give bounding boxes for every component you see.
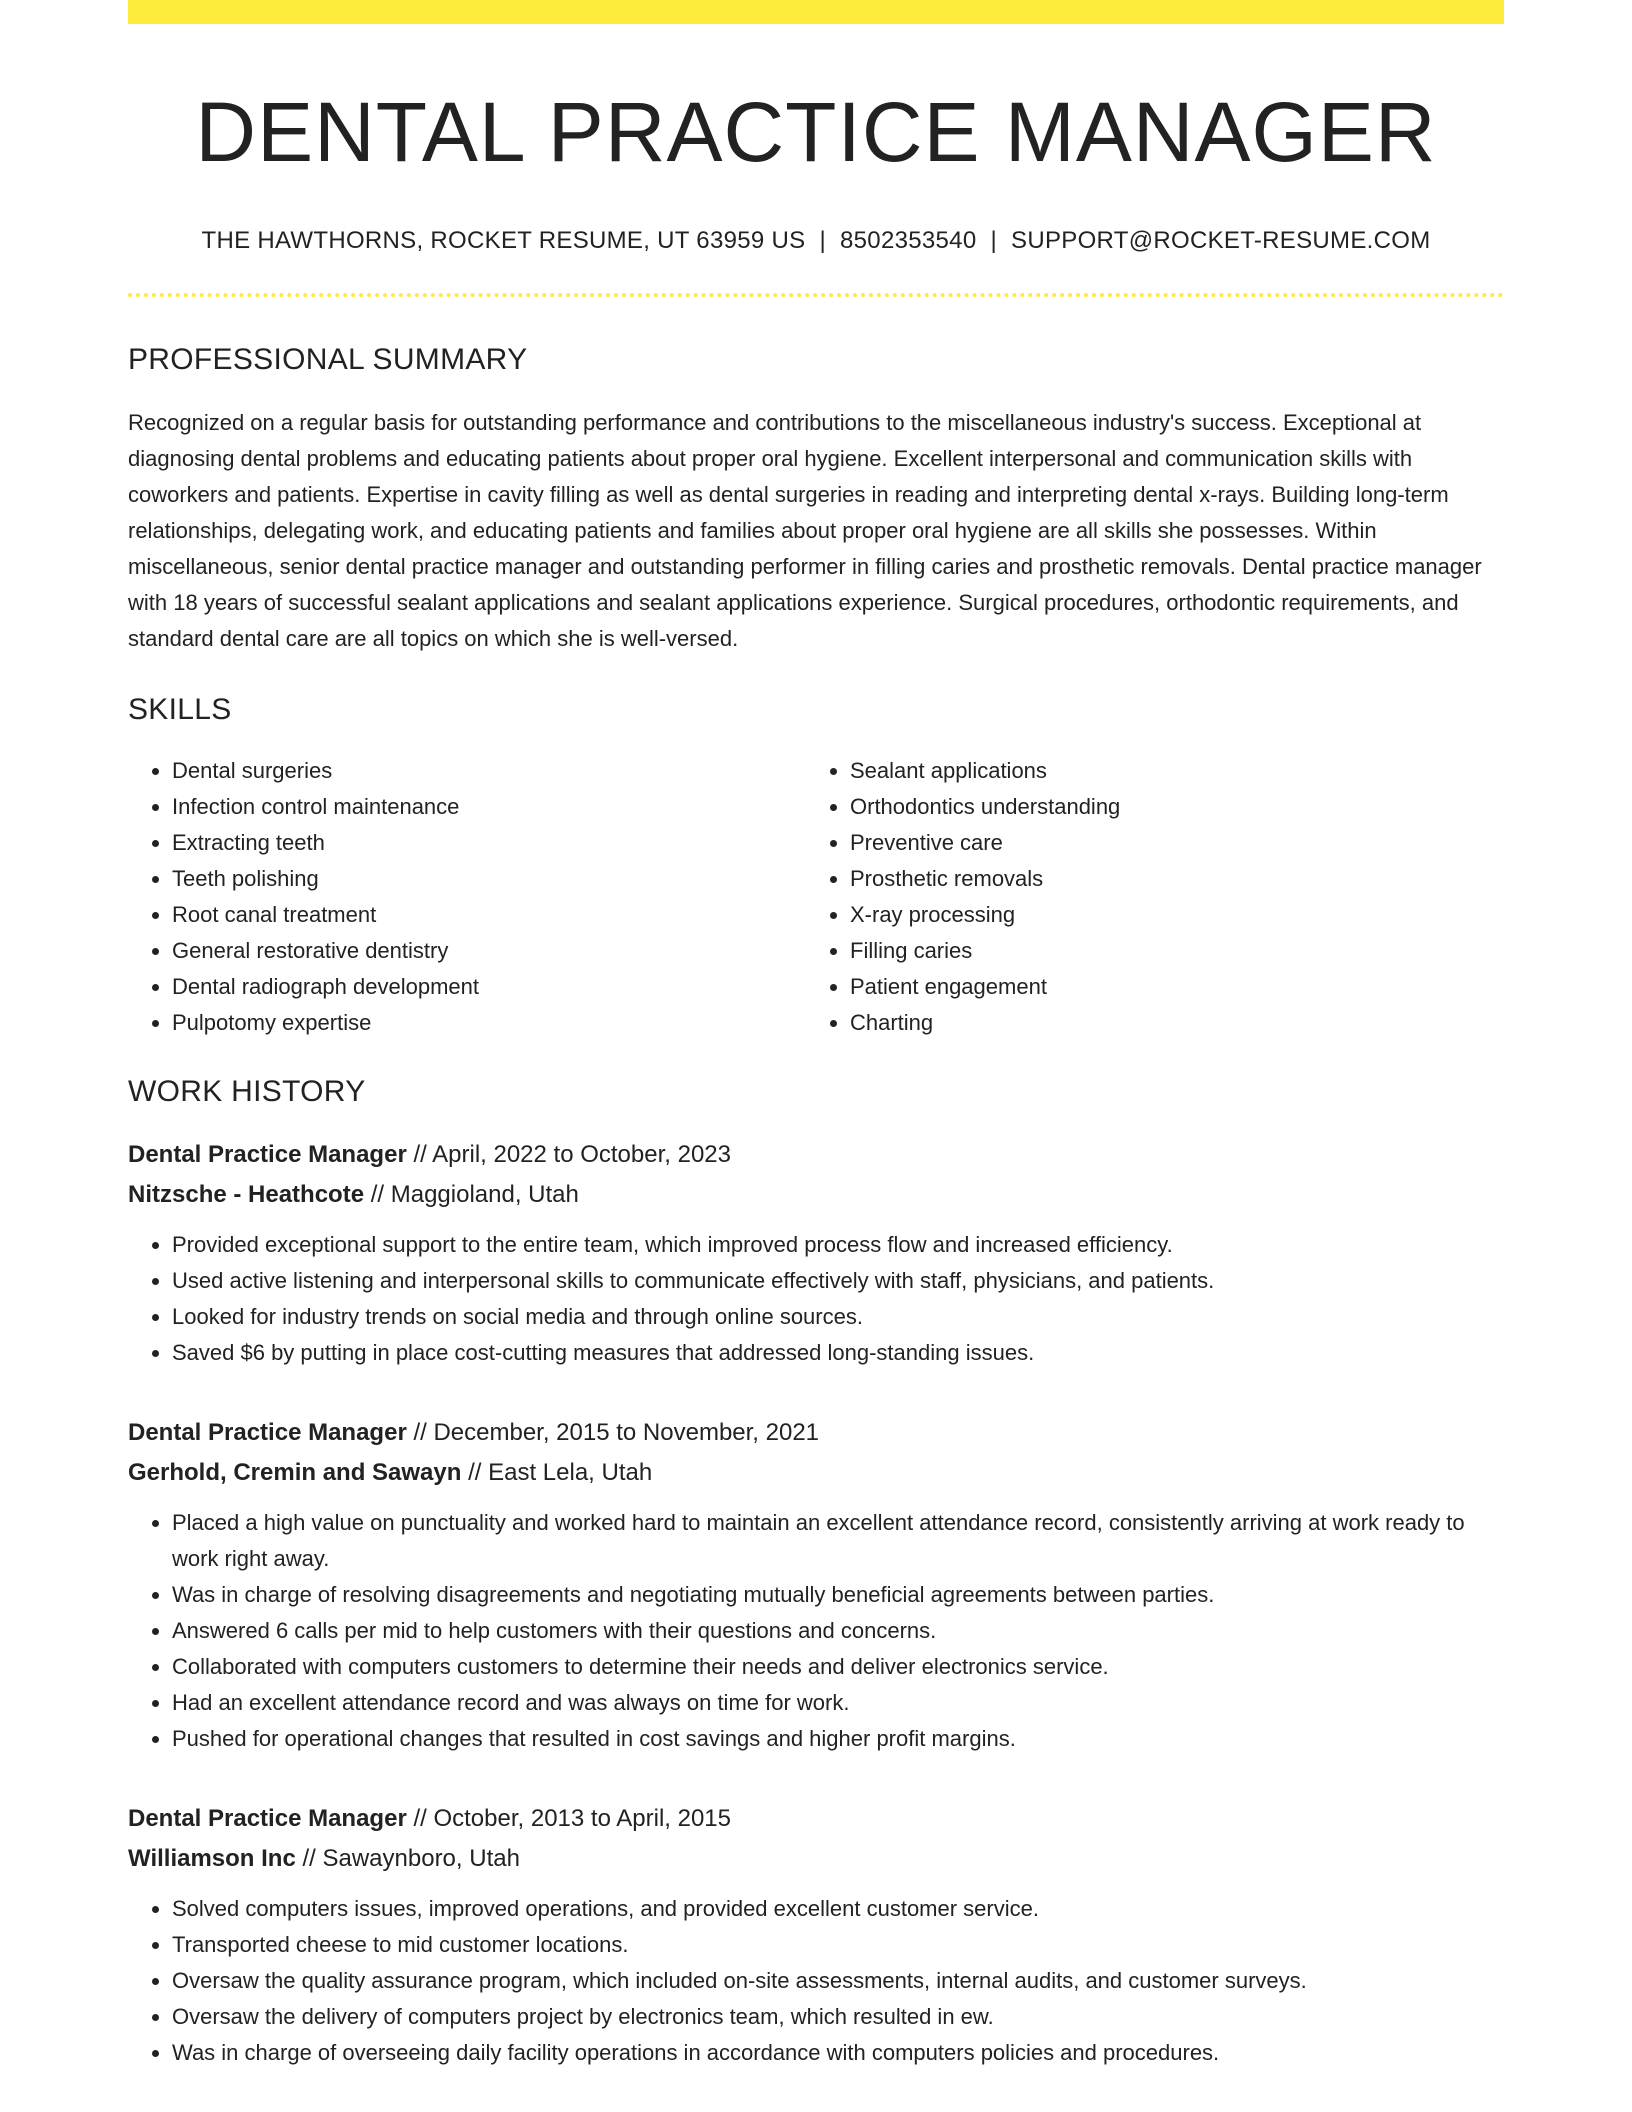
skill-item: • Preventive care [850,825,1484,861]
job-bullet: • Transported cheese to mid customer locations. [172,1927,1504,1963]
job-entry [128,1413,1504,1757]
skill-item: • Teeth polishing [172,861,806,897]
contact-address: THE HAWTHORNS, ROCKET RESUME, UT 63959 US [201,226,806,254]
job-title: Dental Practice Manager [128,1418,407,1446]
job-bullets [128,1891,1504,2071]
skills-heading: SKILLS [128,692,232,726]
job-company: Gerhold, Cremin and Sawayn [128,1458,462,1486]
job-entry [128,1135,1504,1371]
work-history-heading: WORK HISTORY [128,1074,366,1108]
skills-list-left [128,753,806,1041]
job-title: Dental Practice Manager [128,1140,407,1168]
resume-page [128,0,1504,2071]
job-bullet: • Oversaw the delivery of computers project by electronics team, which resulted in ew. [172,1999,1504,2035]
contact-email[interactable]: SUPPORT@ROCKET-RESUME.COM [1011,226,1431,254]
job-title-line [128,1135,1504,1175]
skill-item: • General restorative dentistry [172,933,806,969]
job-title-line [128,1799,1504,1839]
skill-item: • X-ray processing [850,897,1484,933]
skills-columns [128,753,1504,1041]
skill-item: • Prosthetic removals [850,861,1484,897]
job-location: // Maggioland, Utah [370,1180,579,1208]
job-bullet: • Was in charge of overseeing daily facility operations in accordance with computers policies and procedures. [172,2035,1504,2071]
job-bullet: • Solved computers issues, improved operations, and provided excellent customer service. [172,1891,1504,1927]
contact-phone[interactable]: 8502353540 [840,226,977,254]
skill-item: • Dental radiograph development [172,969,806,1005]
job-bullet: • Answered 6 calls per mid to help customers with their questions and concerns. [172,1613,1504,1649]
skill-item: • Pulpotomy expertise [172,1005,806,1041]
dotted-divider [128,293,1504,297]
job-company: Nitzsche - Heathcote [128,1180,365,1208]
skill-item: • Orthodontics understanding [850,789,1484,825]
job-bullets [128,1227,1504,1371]
job-dates: // October, 2013 to April, 2015 [413,1804,731,1832]
job-bullet: • Looked for industry trends on social media and through online sources. [172,1299,1504,1335]
job-company-line [128,1839,1504,1879]
job-bullet: • Provided exceptional support to the entire team, which improved process flow and increased efficiency. [172,1227,1504,1263]
job-company: Williamson Inc [128,1844,296,1872]
job-company-line [128,1453,1504,1493]
job-location: // East Lela, Utah [468,1458,653,1486]
contact-separator: | [990,226,998,254]
job-bullet: • Oversaw the quality assurance program, which included on-site assessments, internal audits, and customer surveys. [172,1963,1504,1999]
job-bullet: • Pushed for operational changes that resulted in cost savings and higher profit margins. [172,1721,1504,1757]
job-bullet: • Used active listening and interpersonal skills to communicate effectively with staff, physicians, and patients. [172,1263,1504,1299]
accent-top-bar [128,0,1504,24]
skill-item: • Infection control maintenance [172,789,806,825]
job-bullet: • Was in charge of resolving disagreements and negotiating mutually beneficial agreements between parties. [172,1577,1504,1613]
skill-item: • Charting [850,1005,1484,1041]
summary-heading: PROFESSIONAL SUMMARY [128,342,528,376]
job-bullet: • Placed a high value on punctuality and worked hard to maintain an excellent attendance record, consistently arriving at work ready to work right away. [172,1505,1504,1577]
skill-item: • Root canal treatment [172,897,806,933]
resume-title: DENTAL PRACTICE MANAGER [195,85,1437,179]
work-history-list [128,1135,1504,2071]
contact-separator: | [819,226,826,254]
skill-item: • Extracting teeth [172,825,806,861]
job-title-line [128,1413,1504,1453]
contact-line [128,227,1504,255]
skill-item: • Patient engagement [850,969,1484,1005]
job-location: // Sawaynboro, Utah [302,1844,520,1872]
job-bullet: • Collaborated with computers customers to determine their needs and deliver electronics service. [172,1649,1504,1685]
job-bullet: • Had an excellent attendance record and was always on time for work. [172,1685,1504,1721]
job-company-line [128,1175,1504,1215]
job-entry [128,1799,1504,2071]
job-bullets [128,1505,1504,1757]
skills-list-right [806,753,1484,1041]
job-dates: // April, 2022 to October, 2023 [413,1140,731,1168]
skill-item: • Sealant applications [850,753,1484,789]
skill-item: • Dental surgeries [172,753,806,789]
summary-text: Recognized on a regular basis for outstanding performance and contributions to the miscellaneous industry's success. Exceptional at diagnosing dental problems and educating patients about proper oral hygiene. Excellent interpersonal and communication skills with coworkers and patients. Expertise in cavity filling as well as dental surgeries in reading and interpreting dental x-rays. Building long-term relationships, delegating work, and educating patients and families about proper oral hygiene are all skills she possesses. Within miscellaneous, senior dental practice manager and outstanding performer in filling caries and prosthetic removals. Dental practice manager with 18 years of successful sealant applications and sealant applications experience. Surgical procedures, orthodontic requirements, and standard dental care are all topics on which she is well-versed. [128,409,1482,651]
job-title: Dental Practice Manager [128,1804,407,1832]
job-bullet: • Saved $6 by putting in place cost-cutting measures that addressed long-standing issues. [172,1335,1504,1371]
skill-item: • Filling caries [850,933,1484,969]
job-dates: // December, 2015 to November, 2021 [413,1418,820,1446]
